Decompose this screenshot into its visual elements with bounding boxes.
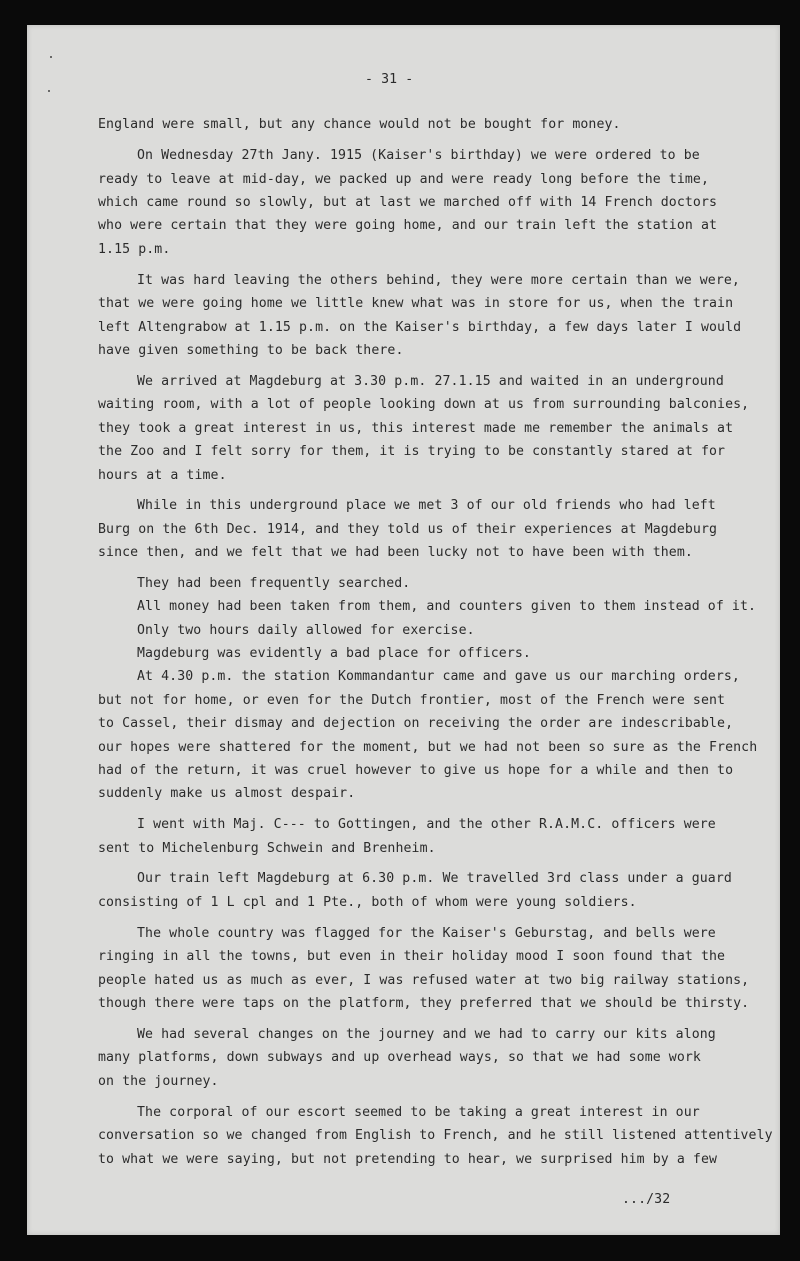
text-line: waiting room, with a lot of people looking down at us from surrounding balconies, [98,397,750,412]
text-line: conversation so we changed from English to French, and he still listened attentively [98,1128,773,1143]
text-line: to what we were saying, but not pretending to hear, we surprised him by a few [98,1152,718,1167]
text-line: many platforms, down subways and up overhead ways, so that we had some work [98,1050,701,1065]
text-line: Magdeburg was evidently a bad place for officers. [137,646,531,661]
text-line: sent to Michelenburg Schwein and Brenheim. [98,841,436,856]
text-line: We had several changes on the journey and we had to carry our kits along [137,1027,716,1042]
text-line: They had been frequently searched. [137,576,411,591]
text-line: Our train left Magdeburg at 6.30 p.m. We travelled 3rd class under a guard [137,871,732,886]
text-line: but not for home, or even for the Dutch frontier, most of the French were sent [98,693,726,708]
text-line: While in this underground place we met 3 of our old friends who had left [137,498,716,513]
text-line: On Wednesday 27th Jany. 1915 (Kaiser's birthday) we were ordered to be [137,148,700,163]
text-line: people hated us as much as ever, I was refused water at two big railway stations, [98,973,750,988]
catchword: .../32 [622,1192,671,1207]
text-line: The corporal of our escort seemed to be taking a great interest in our [137,1105,700,1120]
text-line: our hopes were shattered for the moment, but we had not been so sure as the French [98,740,758,755]
text-line: We arrived at Magdeburg at 3.30 p.m. 27.1.15 and waited in an underground [137,374,724,389]
page-number: - 31 - [365,72,414,87]
text-line: ringing in all the towns, but even in their holiday mood I soon found that the [98,949,726,964]
text-line: they took a great interest in us, this interest made me remember the animals at [98,421,734,436]
text-line: I went with Maj. C--- to Gottingen, and the other R.A.M.C. officers were [137,817,716,832]
text-line: the Zoo and I felt sorry for them, it is trying to be constantly stared at for [98,444,726,459]
text-line: who were certain that they were going home, and our train left the station at [98,218,718,233]
text-line: that we were going home we little knew what was in store for us, when the train [98,296,734,311]
text-line: Only two hours daily allowed for exercise. [137,623,475,638]
text-line: hours at a time. [98,468,227,483]
paper-speck [48,90,50,92]
text-line: ready to leave at mid-day, we packed up and were ready long before the time, [98,172,710,187]
text-line: which came round so slowly, but at last we marched off with 14 French doctors [98,195,718,210]
text-line: At 4.30 p.m. the station Kommandantur came and gave us our marching orders, [137,669,740,684]
text-line: suddenly make us almost despair. [98,786,356,801]
text-line: though there were taps on the platform, they preferred that we should be thirsty. [98,996,750,1011]
text-line: Burg on the 6th Dec. 1914, and they told us of their experiences at Magdeburg [98,522,718,537]
paper-speck [50,56,52,58]
text-line: It was hard leaving the others behind, they were more certain than we were, [137,273,740,288]
text-line: have given something to be back there. [98,343,404,358]
text-line: since then, and we felt that we had been lucky not to have been with them. [98,545,693,560]
text-line: England were small, but any chance would not be bought for money. [98,117,621,132]
text-line: had of the return, it was cruel however to give us hope for a while and then to [98,763,734,778]
text-line: to Cassel, their dismay and dejection on receiving the order are indescribable, [98,716,734,731]
text-line: The whole country was flagged for the Kaiser's Geburstag, and bells were [137,926,716,941]
text-line: All money had been taken from them, and counters given to them instead of it. [137,599,757,614]
text-line: consisting of 1 L cpl and 1 Pte., both of whom were young soldiers. [98,895,637,910]
text-line: 1.15 p.m. [98,242,171,257]
text-line: on the journey. [98,1074,219,1089]
text-line: left Altengrabow at 1.15 p.m. on the Kaiser's birthday, a few days later I would [98,320,742,335]
